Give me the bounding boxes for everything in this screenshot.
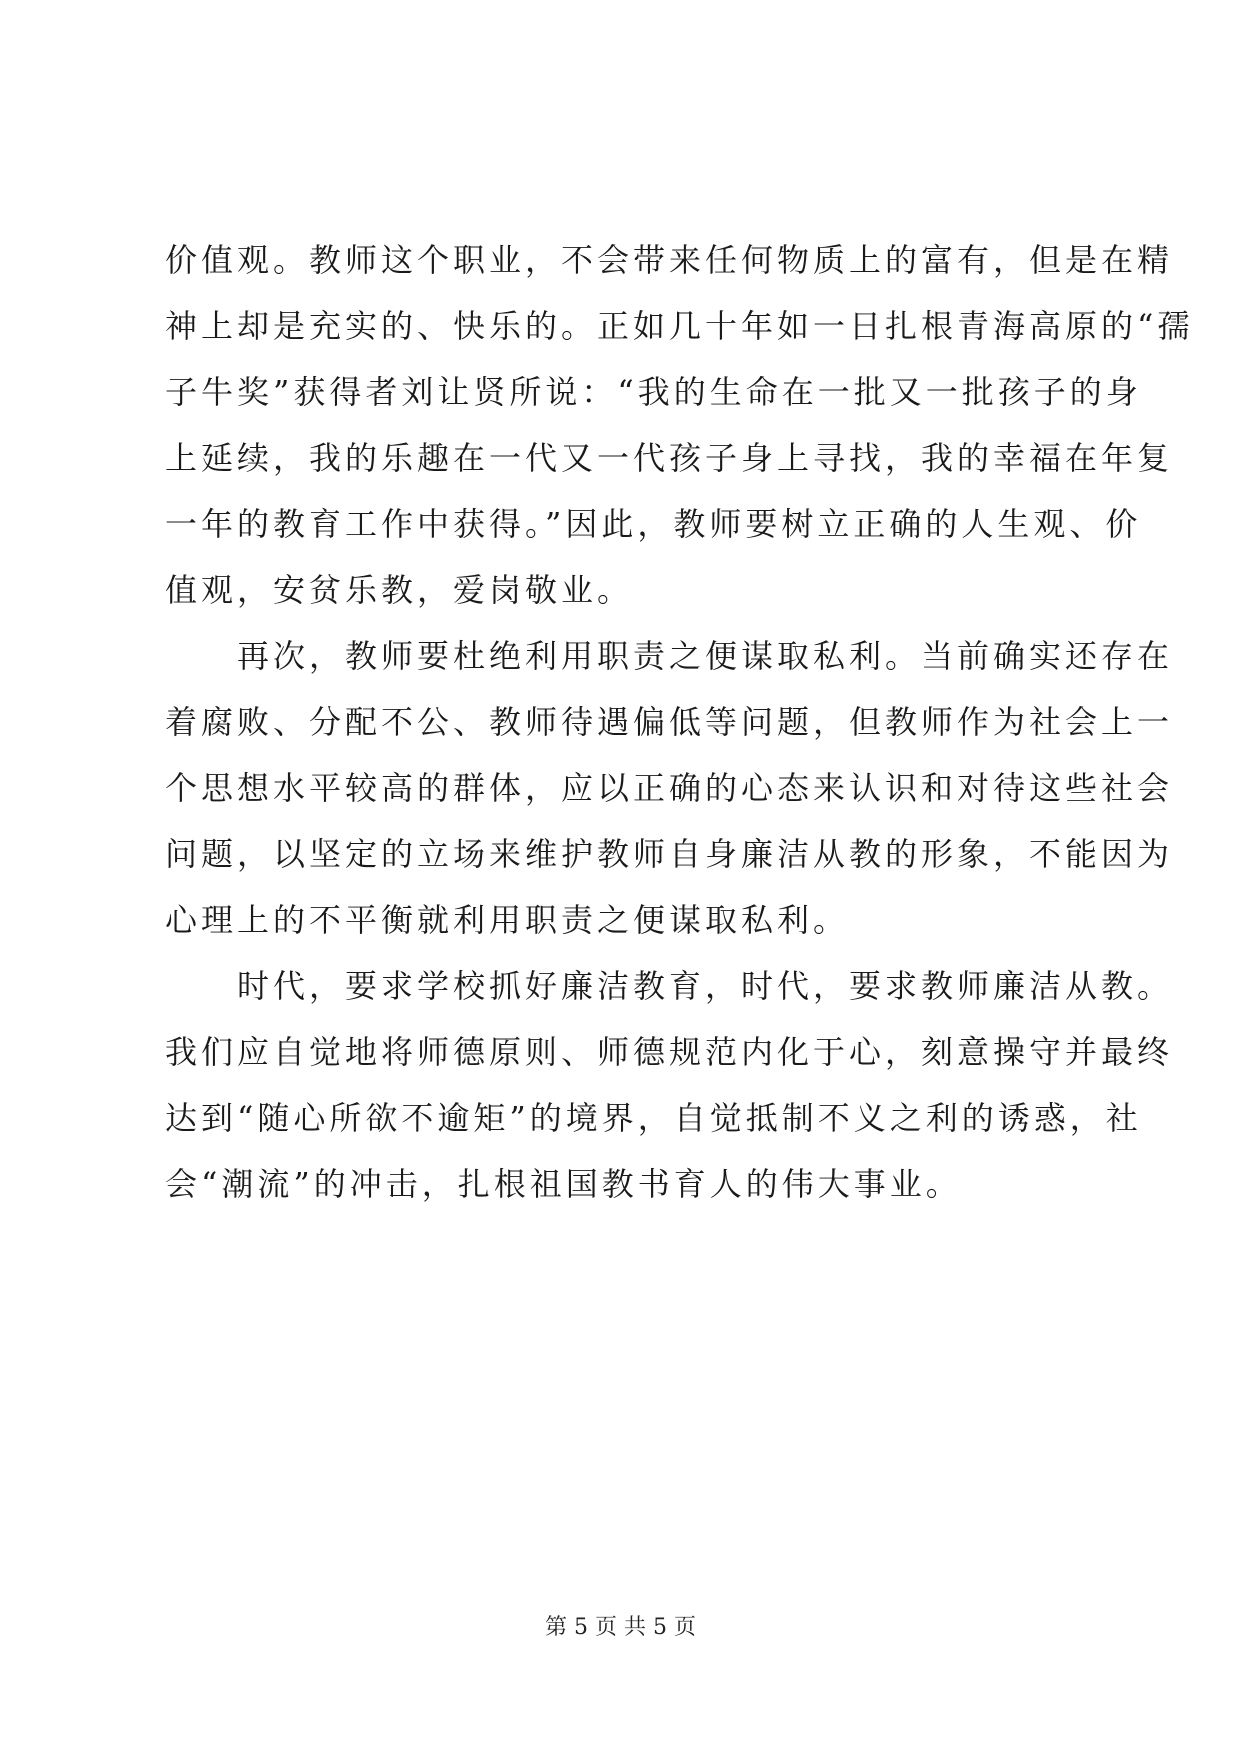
text-line: 问题，以坚定的立场来维护教师自身廉洁从教的形象，不能因为 [165, 835, 1174, 873]
body-text [165, 227, 1194, 1217]
text-line: 上延续，我的乐趣在一代又一代孩子身上寻找，我的幸福在年复 [165, 439, 1174, 477]
text-line: 神上却是充实的、快乐的。正如几十年如一日扎根青海高原的“孺 [165, 307, 1194, 345]
page-number-footer: 第 5 页 共 5 页 [545, 1615, 696, 1640]
text-line: 时代，要求学校抓好廉洁教育，时代，要求教师廉洁从教。 [165, 967, 1174, 1005]
text-line: 价值观。教师这个职业，不会带来任何物质上的富有，但是在精 [165, 241, 1174, 279]
text-line: 个思想水平较高的群体，应以正确的心态来认识和对待这些社会 [165, 769, 1174, 807]
text-line: 达到“随心所欲不逾矩”的境界，自觉抵制不义之利的诱惑，社 [165, 1099, 1142, 1137]
text-line: 再次，教师要杜绝利用职责之便谋取私利。当前确实还存在 [165, 637, 1174, 675]
text-line: 值观，安贫乐教，爱岗敬业。 [165, 571, 634, 609]
text-line: 一年的教育工作中获得。”因此，教师要树立正确的人生观、价 [165, 505, 1142, 543]
text-line: 心理上的不平衡就利用职责之便谋取私利。 [165, 901, 850, 939]
text-line: 会“潮流”的冲击，扎根祖国教书育人的伟大事业。 [165, 1165, 962, 1203]
text-line: 我们应自觉地将师德原则、师德规范内化于心，刻意操守并最终 [165, 1033, 1174, 1071]
text-line: 着腐败、分配不公、教师待遇偏低等问题，但教师作为社会上一 [165, 703, 1174, 741]
text-line: 子牛奖”获得者刘让贤所说：“我的生命在一批又一批孩子的身 [165, 373, 1142, 411]
